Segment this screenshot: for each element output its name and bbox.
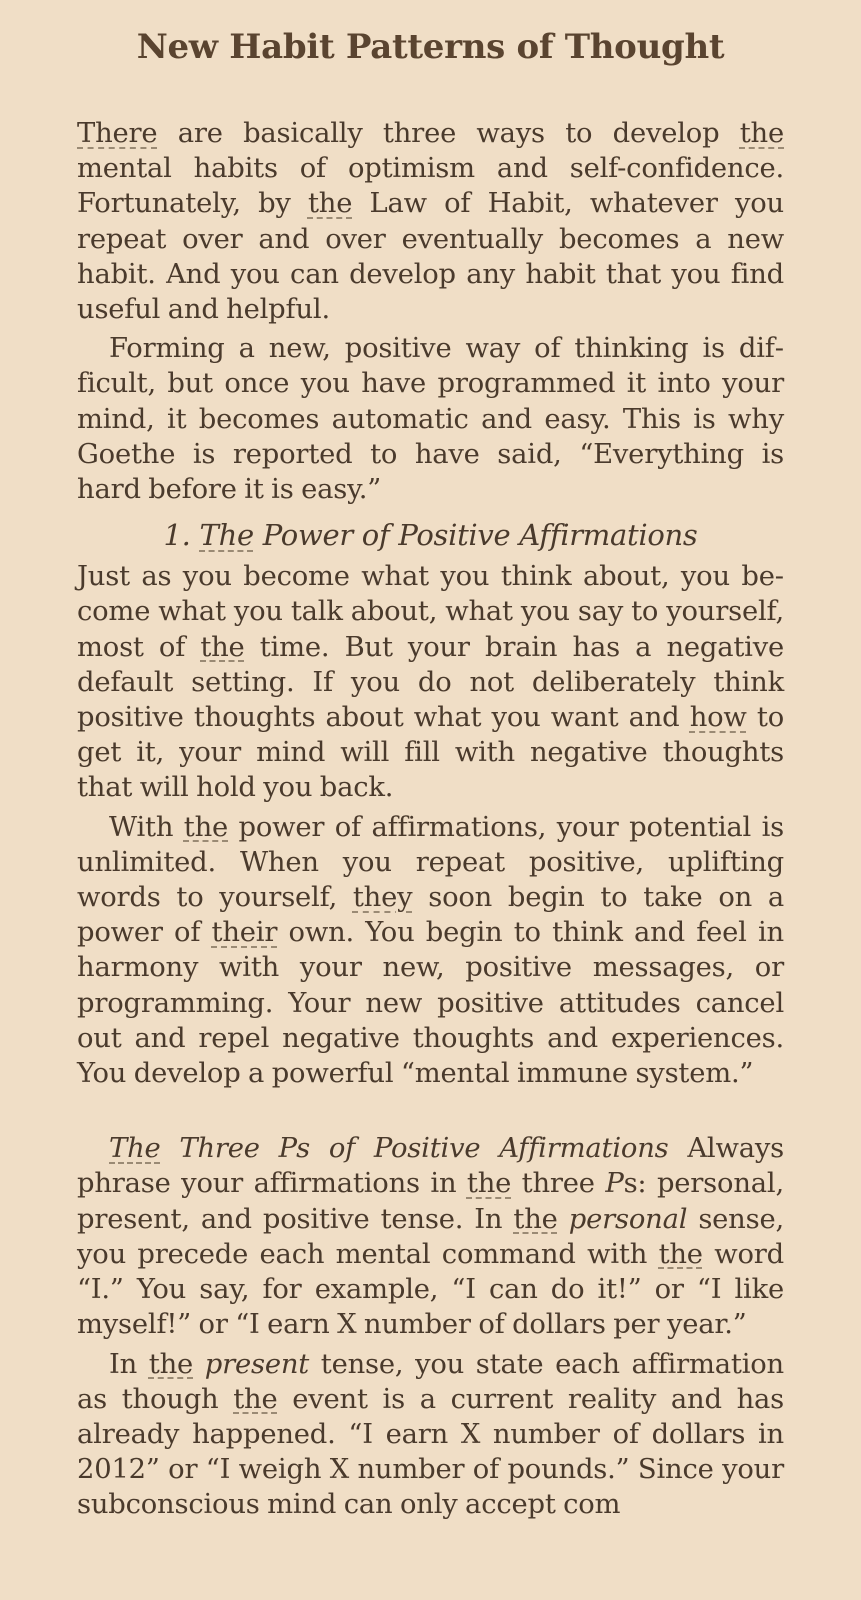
vocab-word[interactable]: the [739, 118, 784, 149]
vocab-word[interactable]: the [233, 1383, 278, 1415]
section-heading-1: 1. The Power of Positive Affirmations [163, 518, 698, 553]
vocab-word[interactable]: the [466, 1168, 512, 1200]
paragraph-5: The Three Ps of Positive Affirmations Always phrase your affirmations in the three Ps: personal, present, and positive tense. In the personal sense, you precede each mental command with the word “I.” You say, for example, “I can do it!” or “I like myself!” or “I earn X number of dollars per year.” [77, 1133, 784, 1341]
vocab-word[interactable]: the [200, 631, 245, 663]
paragraph-6: In the present tense, you state each affirmation as though the event is a current reality and has already happened. “I earn X number of dollars in 2012” or “I weigh X number of pounds.” Since your subconscious mind can only accept com [77, 1348, 784, 1521]
paragraph-4: With the power of affirmations, your potential is unlimited. When you repeat positive, uplifting words to yourself, they soon begin to take on a power of their own. You begin to think and feel in harmony with your new, positive messages, or programming. Your new positive attitudes cancel out and repel negative thoughts and experiences. You develop a powerful “mental immune system.” [77, 811, 784, 1090]
chapter-title: New Habit Patterns of Thought [136, 27, 725, 67]
vocab-word[interactable]: they [352, 882, 413, 914]
paragraph-1: There are basically three ways to develop the mental habits of optimism and self-confidence. Fortunately, by the Law of Habit, whatever you repeat over and over eventually becomes a new habit. And you can develop any habit that you find useful and helpful. [77, 118, 784, 326]
vocab-word[interactable]: the [183, 811, 229, 843]
vocab-word[interactable]: how [689, 702, 747, 734]
vocab-word[interactable]: The [109, 1133, 161, 1165]
book-page [77, 0, 784, 1523]
vocab-word[interactable]: The [199, 518, 254, 553]
vocab-word[interactable]: the [513, 1203, 558, 1235]
vocab-word[interactable]: the [658, 1238, 703, 1270]
vocab-word[interactable]: the [148, 1348, 194, 1380]
paragraph-2: Forming a new, positive way of thinking is difficult, but once you have programmed it into your mind, it becomes automatic and easy. This is why Goethe is reported to have said, “Everything is hard before it is easy.” [77, 333, 784, 506]
vocab-word[interactable]: There [77, 118, 158, 149]
paragraph-3: Just as you become what you think about, you become what you talk about, what you say to yourself, most of the time. But your brain has a negative default setting. If you do not deliberately think positive thoughts about what you want and how to get it, your mind will fill with negative thoughts that will hold you back. [77, 561, 785, 804]
vocab-word[interactable]: the [307, 188, 353, 220]
run-in-heading: The Three Ps of Positive Affirmations [109, 1133, 669, 1165]
vocab-word[interactable]: their [211, 917, 278, 949]
